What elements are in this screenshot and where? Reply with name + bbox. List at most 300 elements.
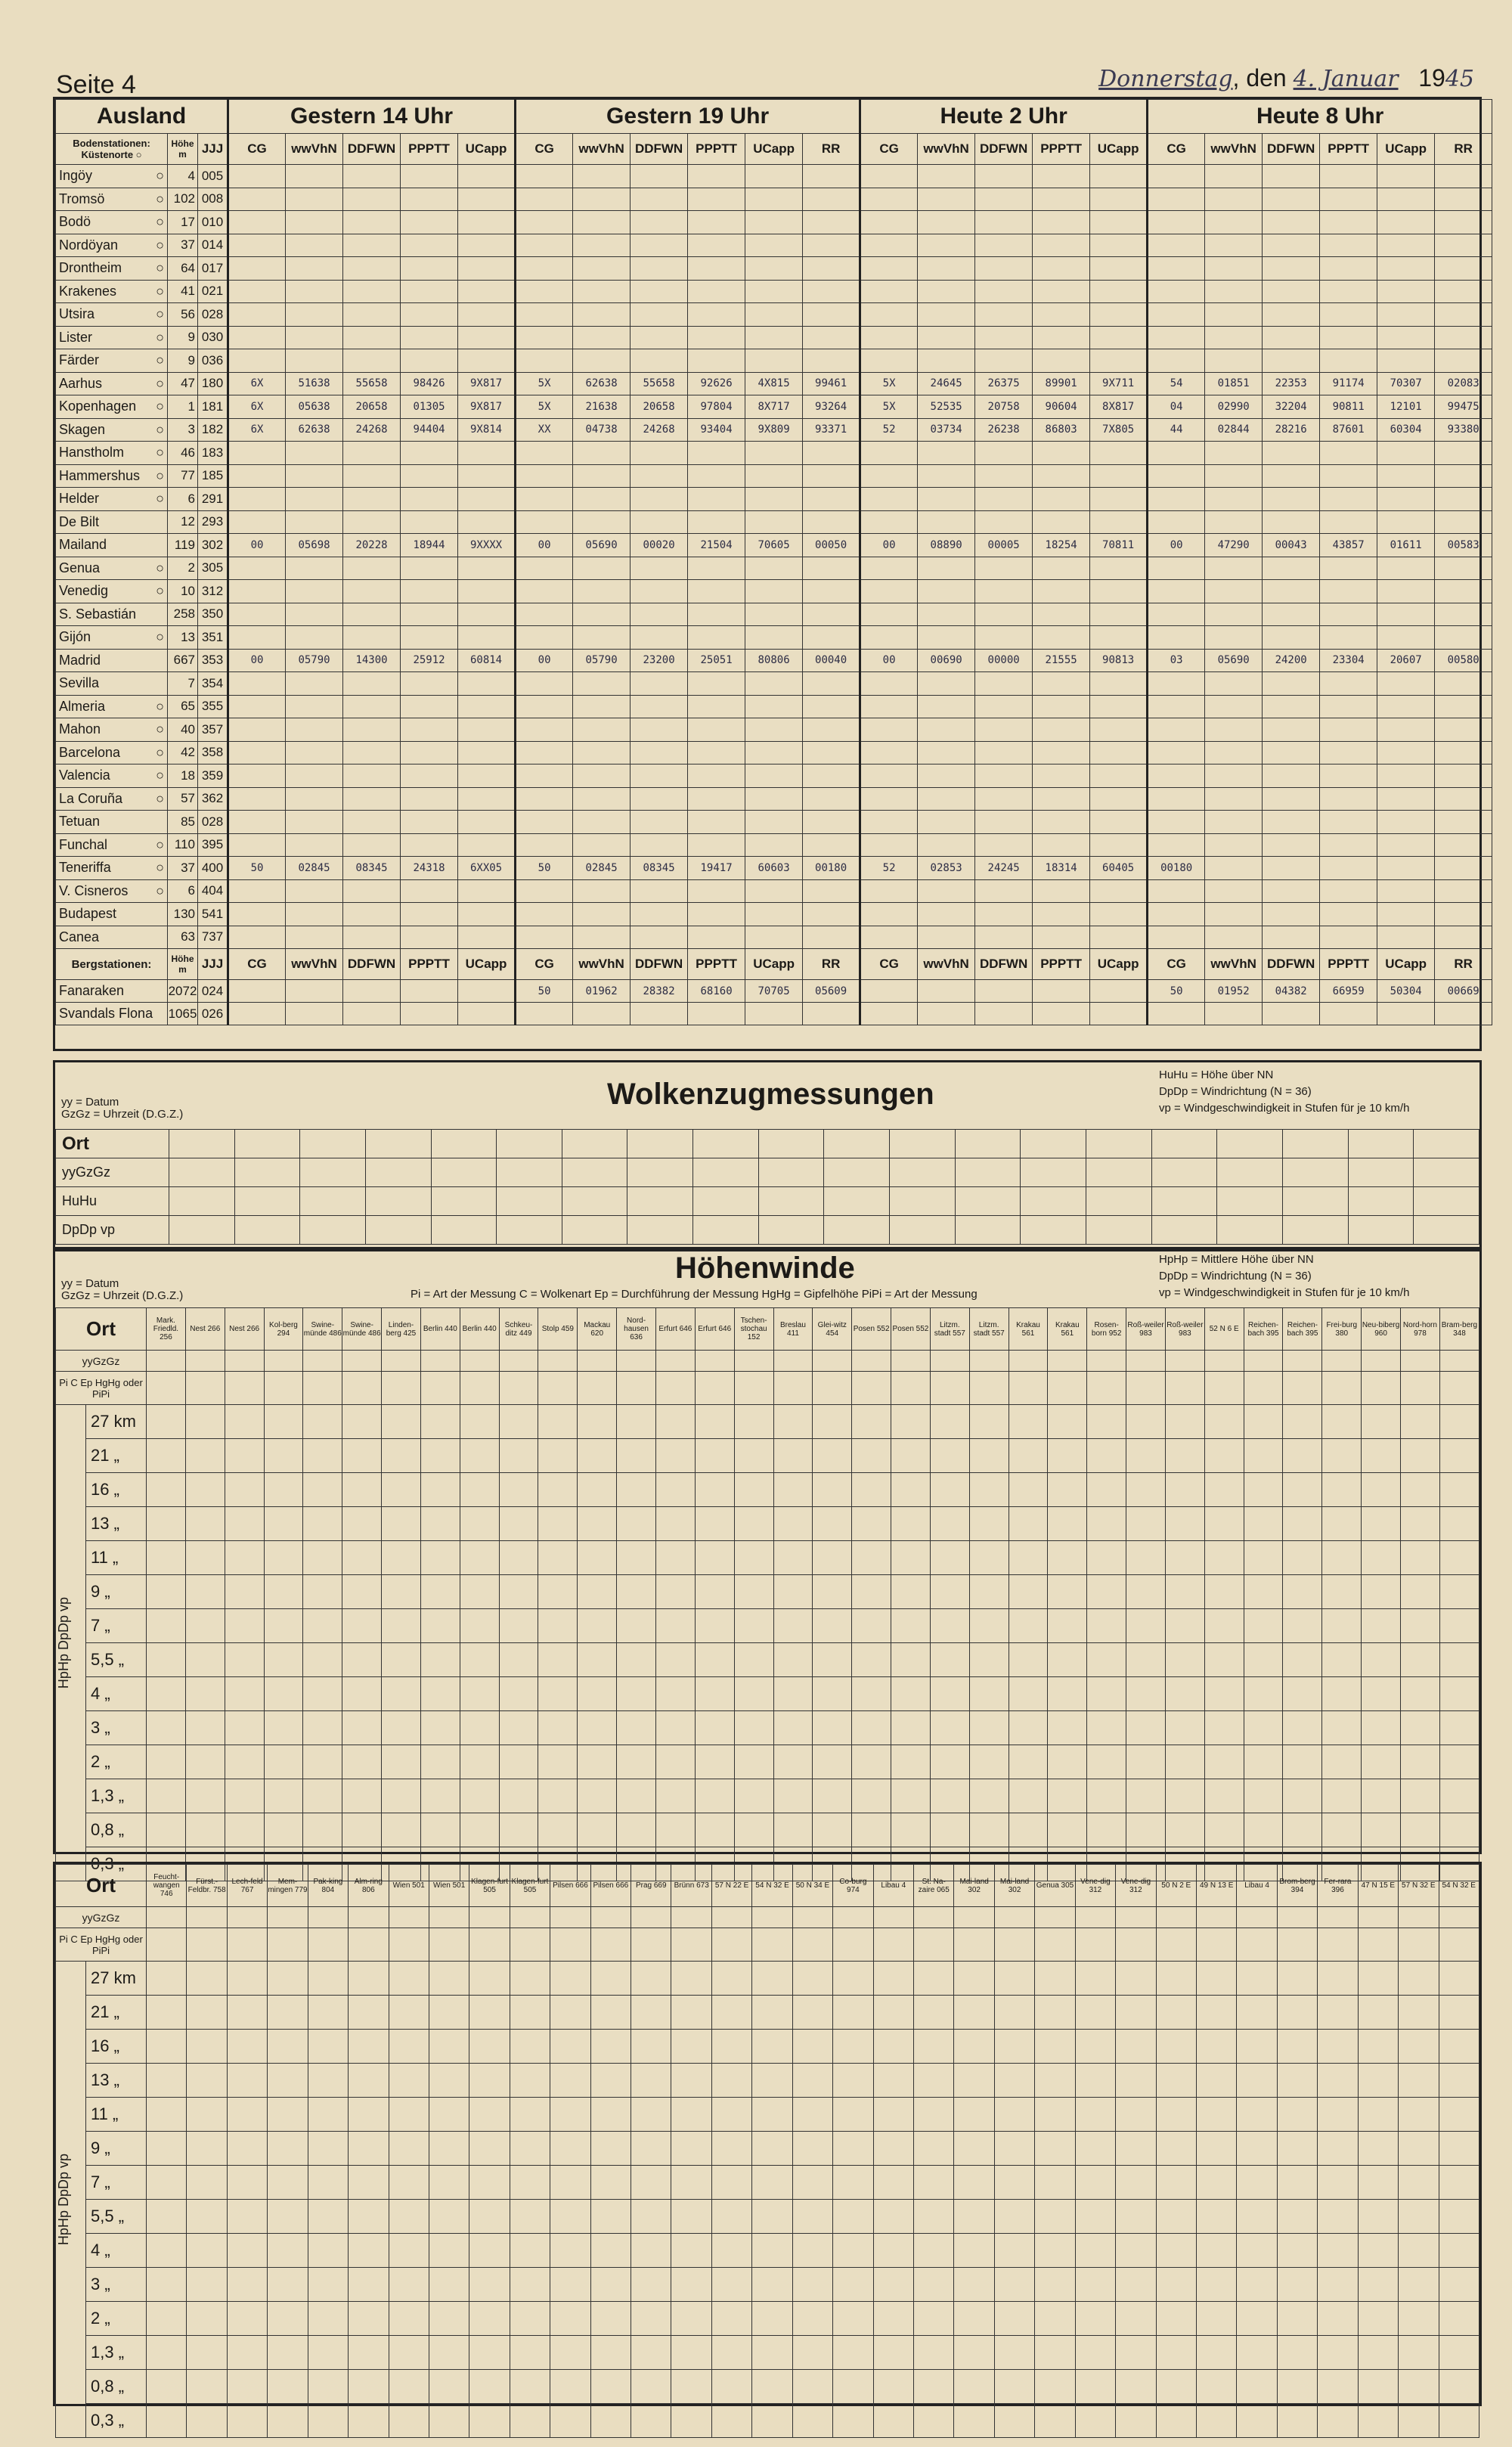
berg-jjj: 026 bbox=[198, 1003, 228, 1025]
obs-cell bbox=[631, 165, 688, 188]
hw-cell bbox=[308, 1962, 348, 1996]
hw-cell bbox=[695, 1745, 734, 1779]
hw-cell bbox=[792, 2200, 832, 2234]
obs-cell: 6X bbox=[228, 372, 286, 395]
hw-cell bbox=[752, 2336, 792, 2370]
date-value: 4. Januar bbox=[1293, 66, 1399, 92]
obs-cell bbox=[860, 787, 918, 811]
hw-cell bbox=[1116, 2268, 1156, 2302]
hw-cell bbox=[711, 2336, 751, 2370]
hw-cell bbox=[460, 1541, 499, 1575]
hw-cell bbox=[734, 1609, 773, 1643]
hw-station: Wien 501 bbox=[429, 1865, 469, 1907]
obs-cell bbox=[1205, 165, 1263, 188]
obs-cell bbox=[458, 211, 516, 234]
obs-cell bbox=[918, 626, 975, 650]
obs-cell bbox=[286, 464, 343, 488]
hw-cell bbox=[1087, 1609, 1126, 1643]
hw-cell bbox=[873, 2370, 913, 2404]
hw-cell bbox=[617, 1779, 656, 1813]
wolken-cell bbox=[758, 1216, 824, 1245]
hw-cell bbox=[308, 2030, 348, 2064]
hw-station: Roß-weiler 983 bbox=[1165, 1308, 1204, 1351]
hw-cell bbox=[1439, 2302, 1479, 2336]
hw-cell bbox=[1116, 2132, 1156, 2166]
obs-cell bbox=[631, 1003, 688, 1025]
obs-cell bbox=[1263, 764, 1320, 788]
hw-cell bbox=[1165, 1677, 1204, 1711]
hw-cell bbox=[1156, 2370, 1196, 2404]
obs-cell bbox=[1090, 211, 1148, 234]
hw-cell bbox=[538, 1507, 578, 1541]
wolken-cell bbox=[1282, 1187, 1348, 1216]
hw-cell bbox=[389, 2336, 429, 2370]
obs-cell bbox=[975, 811, 1033, 834]
coast-mark: ○ bbox=[156, 467, 164, 483]
hw-cell bbox=[954, 2404, 994, 2438]
hw-cell bbox=[303, 1507, 342, 1541]
obs-cell bbox=[1205, 488, 1263, 511]
hw-cell bbox=[227, 1928, 267, 1962]
obs-cell bbox=[1320, 211, 1377, 234]
obs-cell bbox=[228, 349, 286, 373]
obs-cell: 50 bbox=[228, 857, 286, 880]
wolken-cell bbox=[1021, 1216, 1086, 1245]
hw-cell bbox=[499, 1711, 538, 1745]
hw-cell bbox=[752, 1907, 792, 1928]
obs-cell bbox=[286, 833, 343, 857]
hw-cell bbox=[734, 1372, 773, 1405]
obs-cell bbox=[286, 603, 343, 626]
obs-cell bbox=[1377, 234, 1435, 257]
hw-cell bbox=[187, 2030, 227, 2064]
hw-cell bbox=[1237, 2166, 1277, 2200]
hw-cell bbox=[510, 2166, 550, 2200]
hw-cell bbox=[578, 1677, 617, 1711]
obs-cell bbox=[688, 488, 745, 511]
wolken-cell bbox=[365, 1158, 431, 1187]
hw-cell bbox=[268, 2064, 308, 2098]
hw-cell bbox=[303, 1813, 342, 1847]
hw-cell bbox=[185, 1779, 225, 1813]
obs-cell bbox=[860, 926, 918, 949]
hw-cell bbox=[1165, 1439, 1204, 1473]
hw-cell bbox=[1277, 2268, 1317, 2302]
obs-cell bbox=[975, 718, 1033, 742]
station-height: 37 bbox=[168, 234, 198, 257]
wolken-cell bbox=[1414, 1216, 1479, 1245]
obs-cell bbox=[516, 280, 573, 303]
hw-station: Mackau 620 bbox=[578, 1308, 617, 1351]
obs-cell bbox=[343, 280, 401, 303]
hw-cell bbox=[578, 1473, 617, 1507]
hw-cell bbox=[578, 1372, 617, 1405]
obs-cell bbox=[573, 603, 631, 626]
obs-cell bbox=[803, 926, 860, 949]
obs-cell: 00005 bbox=[975, 534, 1033, 557]
station-jjj: 358 bbox=[198, 741, 228, 764]
obs-cell bbox=[1320, 603, 1377, 626]
hw-station: Berlin 440 bbox=[420, 1308, 460, 1351]
hw-cell bbox=[227, 2166, 267, 2200]
obs-cell: 32204 bbox=[1263, 395, 1320, 419]
hw-cell bbox=[1439, 2030, 1479, 2064]
hw-cell bbox=[1165, 1351, 1204, 1372]
jjj-header: JJJ bbox=[198, 134, 228, 165]
hw-cell bbox=[671, 2336, 711, 2370]
hw-cell bbox=[655, 1643, 695, 1677]
obs-cell bbox=[1148, 879, 1205, 903]
hw-cell bbox=[954, 1962, 994, 1996]
obs-cell: 18314 bbox=[1033, 857, 1090, 880]
obs-cell bbox=[1033, 1003, 1090, 1025]
station-label: Gijón bbox=[59, 629, 91, 645]
obs-cell bbox=[631, 741, 688, 764]
station-height: 1 bbox=[168, 395, 198, 419]
hw-cell bbox=[671, 2200, 711, 2234]
hw-cell bbox=[1196, 2370, 1236, 2404]
station-row bbox=[56, 326, 1492, 349]
obs-cell bbox=[918, 833, 975, 857]
obs-cell bbox=[975, 603, 1033, 626]
obs-cell: 5X bbox=[860, 372, 918, 395]
obs-cell bbox=[688, 626, 745, 650]
hw-cell bbox=[1318, 2234, 1358, 2268]
hw-cell bbox=[1126, 1745, 1166, 1779]
obs-cell bbox=[1435, 165, 1492, 188]
obs-cell bbox=[918, 257, 975, 281]
wolken-cell bbox=[1282, 1216, 1348, 1245]
hw-station: Fürst.-Feldbr. 758 bbox=[187, 1865, 227, 1907]
hw-cell bbox=[1244, 1779, 1283, 1813]
hw-cell bbox=[550, 1996, 590, 2030]
wolken-cell bbox=[234, 1158, 300, 1187]
obs-cell bbox=[401, 787, 458, 811]
wolken-cell bbox=[365, 1187, 431, 1216]
obs-cell bbox=[975, 879, 1033, 903]
station-name bbox=[56, 418, 168, 442]
hw-cell bbox=[1035, 1928, 1075, 1962]
obs-cell bbox=[516, 326, 573, 349]
hw-cell bbox=[1126, 1405, 1166, 1439]
weekday: Donnerstag bbox=[1098, 66, 1233, 92]
hw-cell bbox=[382, 1575, 421, 1609]
obs-cell bbox=[1033, 672, 1090, 696]
obs-cell bbox=[573, 926, 631, 949]
hw-cell bbox=[914, 2302, 954, 2336]
hw-cell bbox=[617, 1575, 656, 1609]
obs-cell bbox=[516, 442, 573, 465]
hw-cell bbox=[1156, 2030, 1196, 2064]
obs-cell bbox=[1377, 188, 1435, 211]
obs-cell bbox=[1377, 811, 1435, 834]
hw-cell bbox=[227, 2234, 267, 2268]
hw-cell bbox=[994, 1907, 1034, 1928]
obs-cell: 24268 bbox=[343, 418, 401, 442]
obs-cell bbox=[631, 787, 688, 811]
hw-cell bbox=[1399, 2166, 1439, 2200]
obs-cell bbox=[1090, 741, 1148, 764]
hw-cell bbox=[308, 2098, 348, 2132]
hw-cell bbox=[1283, 1351, 1322, 1372]
hw-ort: Ort bbox=[56, 1308, 147, 1351]
hw-cell bbox=[1439, 2200, 1479, 2234]
obs-cell bbox=[860, 741, 918, 764]
hw-cell bbox=[1116, 2166, 1156, 2200]
obs-cell bbox=[803, 603, 860, 626]
hw-cell bbox=[147, 2302, 187, 2336]
obs-cell bbox=[803, 672, 860, 696]
wolken-cell bbox=[1151, 1130, 1217, 1158]
obs-cell: 00 bbox=[228, 534, 286, 557]
obs-cell bbox=[401, 833, 458, 857]
obs-cell bbox=[803, 280, 860, 303]
hw-cell bbox=[1035, 1907, 1075, 1928]
hw-cell bbox=[1439, 1996, 1479, 2030]
obs-cell bbox=[343, 833, 401, 857]
obs-cell bbox=[1320, 811, 1377, 834]
obs-cell: 14300 bbox=[343, 649, 401, 672]
obs-cell bbox=[1090, 879, 1148, 903]
obs-cell bbox=[1263, 811, 1320, 834]
hw-cell bbox=[1439, 1473, 1479, 1507]
hw-cell bbox=[469, 2268, 510, 2302]
berg-col-header: DDFWN bbox=[343, 949, 401, 980]
hw-cell bbox=[671, 1996, 711, 2030]
hw-cell bbox=[914, 1996, 954, 2030]
hw-cell bbox=[792, 2404, 832, 2438]
hw-cell bbox=[711, 2404, 751, 2438]
hw-cell bbox=[1362, 1643, 1401, 1677]
hw-station: Rosen-born 952 bbox=[1087, 1308, 1126, 1351]
obs-cell bbox=[631, 442, 688, 465]
hw-cell bbox=[1401, 1405, 1440, 1439]
hw-cell bbox=[538, 1643, 578, 1677]
obs-cell bbox=[745, 464, 803, 488]
obs-cell bbox=[803, 764, 860, 788]
obs-cell bbox=[458, 188, 516, 211]
obs-cell bbox=[401, 741, 458, 764]
obs-cell bbox=[803, 1003, 860, 1025]
hw-cell bbox=[813, 1575, 852, 1609]
hw-cell bbox=[1075, 2030, 1115, 2064]
hw-cell bbox=[1196, 2030, 1236, 2064]
obs-cell bbox=[1090, 303, 1148, 327]
hw-cell bbox=[655, 1609, 695, 1643]
obs-cell bbox=[860, 879, 918, 903]
hw-cell bbox=[1009, 1351, 1048, 1372]
hw-cell bbox=[147, 1907, 187, 1928]
hw-cell bbox=[420, 1372, 460, 1405]
col-header: wwVhN bbox=[1205, 134, 1263, 165]
hw-cell bbox=[631, 2302, 671, 2336]
hw-cell bbox=[1283, 1372, 1322, 1405]
hoehenwinde-panel-1 bbox=[53, 1249, 1482, 1873]
hw-cell bbox=[873, 2064, 913, 2098]
obs-cell bbox=[228, 488, 286, 511]
station-name bbox=[56, 188, 168, 211]
hw-side-label bbox=[56, 1405, 86, 1881]
obs-cell: 52 bbox=[860, 857, 918, 880]
obs-cell bbox=[1148, 257, 1205, 281]
hw-cell bbox=[538, 1405, 578, 1439]
obs-cell bbox=[745, 833, 803, 857]
obs-cell bbox=[975, 280, 1033, 303]
obs-cell bbox=[573, 879, 631, 903]
hw-cell bbox=[930, 1473, 969, 1507]
obs-cell bbox=[1263, 280, 1320, 303]
hw-cell bbox=[833, 2098, 873, 2132]
hw-cell bbox=[1318, 2200, 1358, 2234]
station-name bbox=[56, 857, 168, 880]
hw-cell bbox=[930, 1779, 969, 1813]
col-header: DDFWN bbox=[343, 134, 401, 165]
station-label: Nordöyan bbox=[59, 237, 119, 253]
obs-cell bbox=[1320, 833, 1377, 857]
hw-cell bbox=[308, 1907, 348, 1928]
hw-station: Roß-weiler 983 bbox=[1126, 1308, 1166, 1351]
station-name bbox=[56, 787, 168, 811]
obs-cell bbox=[860, 557, 918, 580]
obs-cell bbox=[286, 787, 343, 811]
hw-cell bbox=[1035, 2098, 1075, 2132]
hw-cell bbox=[1322, 1473, 1362, 1507]
hw-station: Feucht-wangen 746 bbox=[147, 1865, 187, 1907]
obs-cell bbox=[631, 280, 688, 303]
wolken-cell bbox=[890, 1216, 956, 1245]
col-header: CG bbox=[516, 134, 573, 165]
hw-cell bbox=[1126, 1643, 1166, 1677]
berg-height: 1065 bbox=[168, 1003, 198, 1025]
hw-cell bbox=[1237, 2336, 1277, 2370]
station-height: 6 bbox=[168, 488, 198, 511]
obs-cell bbox=[1033, 926, 1090, 949]
obs-cell: 90604 bbox=[1033, 395, 1090, 419]
obs-cell bbox=[573, 188, 631, 211]
obs-cell bbox=[1435, 811, 1492, 834]
hw-level: 1,3 „ bbox=[86, 2336, 147, 2370]
hw-cell bbox=[1204, 1372, 1244, 1405]
berg-col-header: PPPTT bbox=[401, 949, 458, 980]
hw-cell bbox=[510, 2064, 550, 2098]
hw-cell bbox=[1439, 1745, 1479, 1779]
hw-level-row bbox=[56, 1813, 1479, 1847]
hw-cell bbox=[499, 1745, 538, 1779]
obs-cell bbox=[1263, 672, 1320, 696]
obs-cell bbox=[1148, 464, 1205, 488]
obs-cell bbox=[401, 488, 458, 511]
station-height: 63 bbox=[168, 926, 198, 949]
hw-cell bbox=[1048, 1372, 1087, 1405]
station-name bbox=[56, 741, 168, 764]
hw-cell bbox=[1035, 2200, 1075, 2234]
hw-cell bbox=[813, 1677, 852, 1711]
obs-cell bbox=[745, 280, 803, 303]
hw-cell bbox=[460, 1372, 499, 1405]
hw-cell bbox=[303, 1473, 342, 1507]
obs-cell bbox=[458, 326, 516, 349]
legend-huhu: HuHu = Höhe über NN bbox=[1159, 1068, 1274, 1081]
hw-level-row bbox=[56, 2132, 1479, 2166]
obs-cell: 60814 bbox=[458, 649, 516, 672]
berg-height: 2072 bbox=[168, 980, 198, 1003]
hw-cell bbox=[187, 2098, 227, 2132]
hw-cell bbox=[185, 1351, 225, 1372]
hw-cell bbox=[264, 1609, 303, 1643]
hw-cell bbox=[349, 2132, 389, 2166]
station-height: 40 bbox=[168, 718, 198, 742]
hw-cell bbox=[891, 1372, 931, 1405]
wolken-cell bbox=[1151, 1216, 1217, 1245]
hw-cell bbox=[550, 2336, 590, 2370]
hw-cell bbox=[1362, 1372, 1401, 1405]
hw-station: Brom-berg 394 bbox=[1277, 1865, 1317, 1907]
station-row bbox=[56, 718, 1492, 742]
obs-cell bbox=[286, 879, 343, 903]
obs-cell bbox=[1320, 672, 1377, 696]
station-row bbox=[56, 303, 1492, 327]
hw-cell bbox=[773, 1711, 813, 1745]
wolken-row-label: yyGzGz bbox=[56, 1158, 169, 1187]
obs-cell bbox=[688, 464, 745, 488]
obs-cell bbox=[573, 695, 631, 718]
obs-cell bbox=[1320, 879, 1377, 903]
obs-cell: 24268 bbox=[631, 418, 688, 442]
obs-cell bbox=[1377, 718, 1435, 742]
hw-cell bbox=[1035, 1962, 1075, 1996]
col-header: CG bbox=[1148, 134, 1205, 165]
hw-cell bbox=[752, 2166, 792, 2200]
hw-cell bbox=[225, 1405, 264, 1439]
station-row bbox=[56, 626, 1492, 650]
hoehen-right-legend bbox=[1159, 1251, 1409, 1301]
hw-cell bbox=[1196, 1907, 1236, 1928]
obs-cell bbox=[573, 626, 631, 650]
hw-station: Linden-berg 425 bbox=[382, 1308, 421, 1351]
obs-cell bbox=[975, 510, 1033, 534]
obs-cell bbox=[1320, 741, 1377, 764]
hw-cell bbox=[510, 2132, 550, 2166]
hw-pi-row bbox=[56, 1372, 1479, 1405]
wolken-cell bbox=[627, 1130, 693, 1158]
hw-cell bbox=[1277, 2404, 1317, 2438]
hw-cell bbox=[1009, 1745, 1048, 1779]
hw-cell bbox=[833, 1928, 873, 1962]
hw-cell bbox=[578, 1351, 617, 1372]
hw-level: 9 „ bbox=[86, 2132, 147, 2166]
hw-station: 54 N 32 E bbox=[752, 1865, 792, 1907]
hw-cell bbox=[1318, 2404, 1358, 2438]
obs-cell bbox=[918, 672, 975, 696]
berg-jjj: 024 bbox=[198, 980, 228, 1003]
hw-cell bbox=[891, 1711, 931, 1745]
hw-cell bbox=[268, 2200, 308, 2234]
col-header: PPPTT bbox=[688, 134, 745, 165]
hw-station: Alm-ring 806 bbox=[349, 1865, 389, 1907]
hw-cell bbox=[873, 2030, 913, 2064]
obs-cell bbox=[803, 211, 860, 234]
obs-cell: 25051 bbox=[688, 649, 745, 672]
obs-cell bbox=[860, 833, 918, 857]
obs-cell bbox=[401, 326, 458, 349]
obs-cell bbox=[1090, 903, 1148, 926]
hw-station: Frei-burg 380 bbox=[1322, 1308, 1362, 1351]
hw-cell bbox=[1358, 2370, 1398, 2404]
obs-cell bbox=[516, 257, 573, 281]
hw-cell bbox=[225, 1473, 264, 1507]
hw-cell bbox=[147, 2166, 187, 2200]
hw-cell bbox=[1165, 1711, 1204, 1745]
